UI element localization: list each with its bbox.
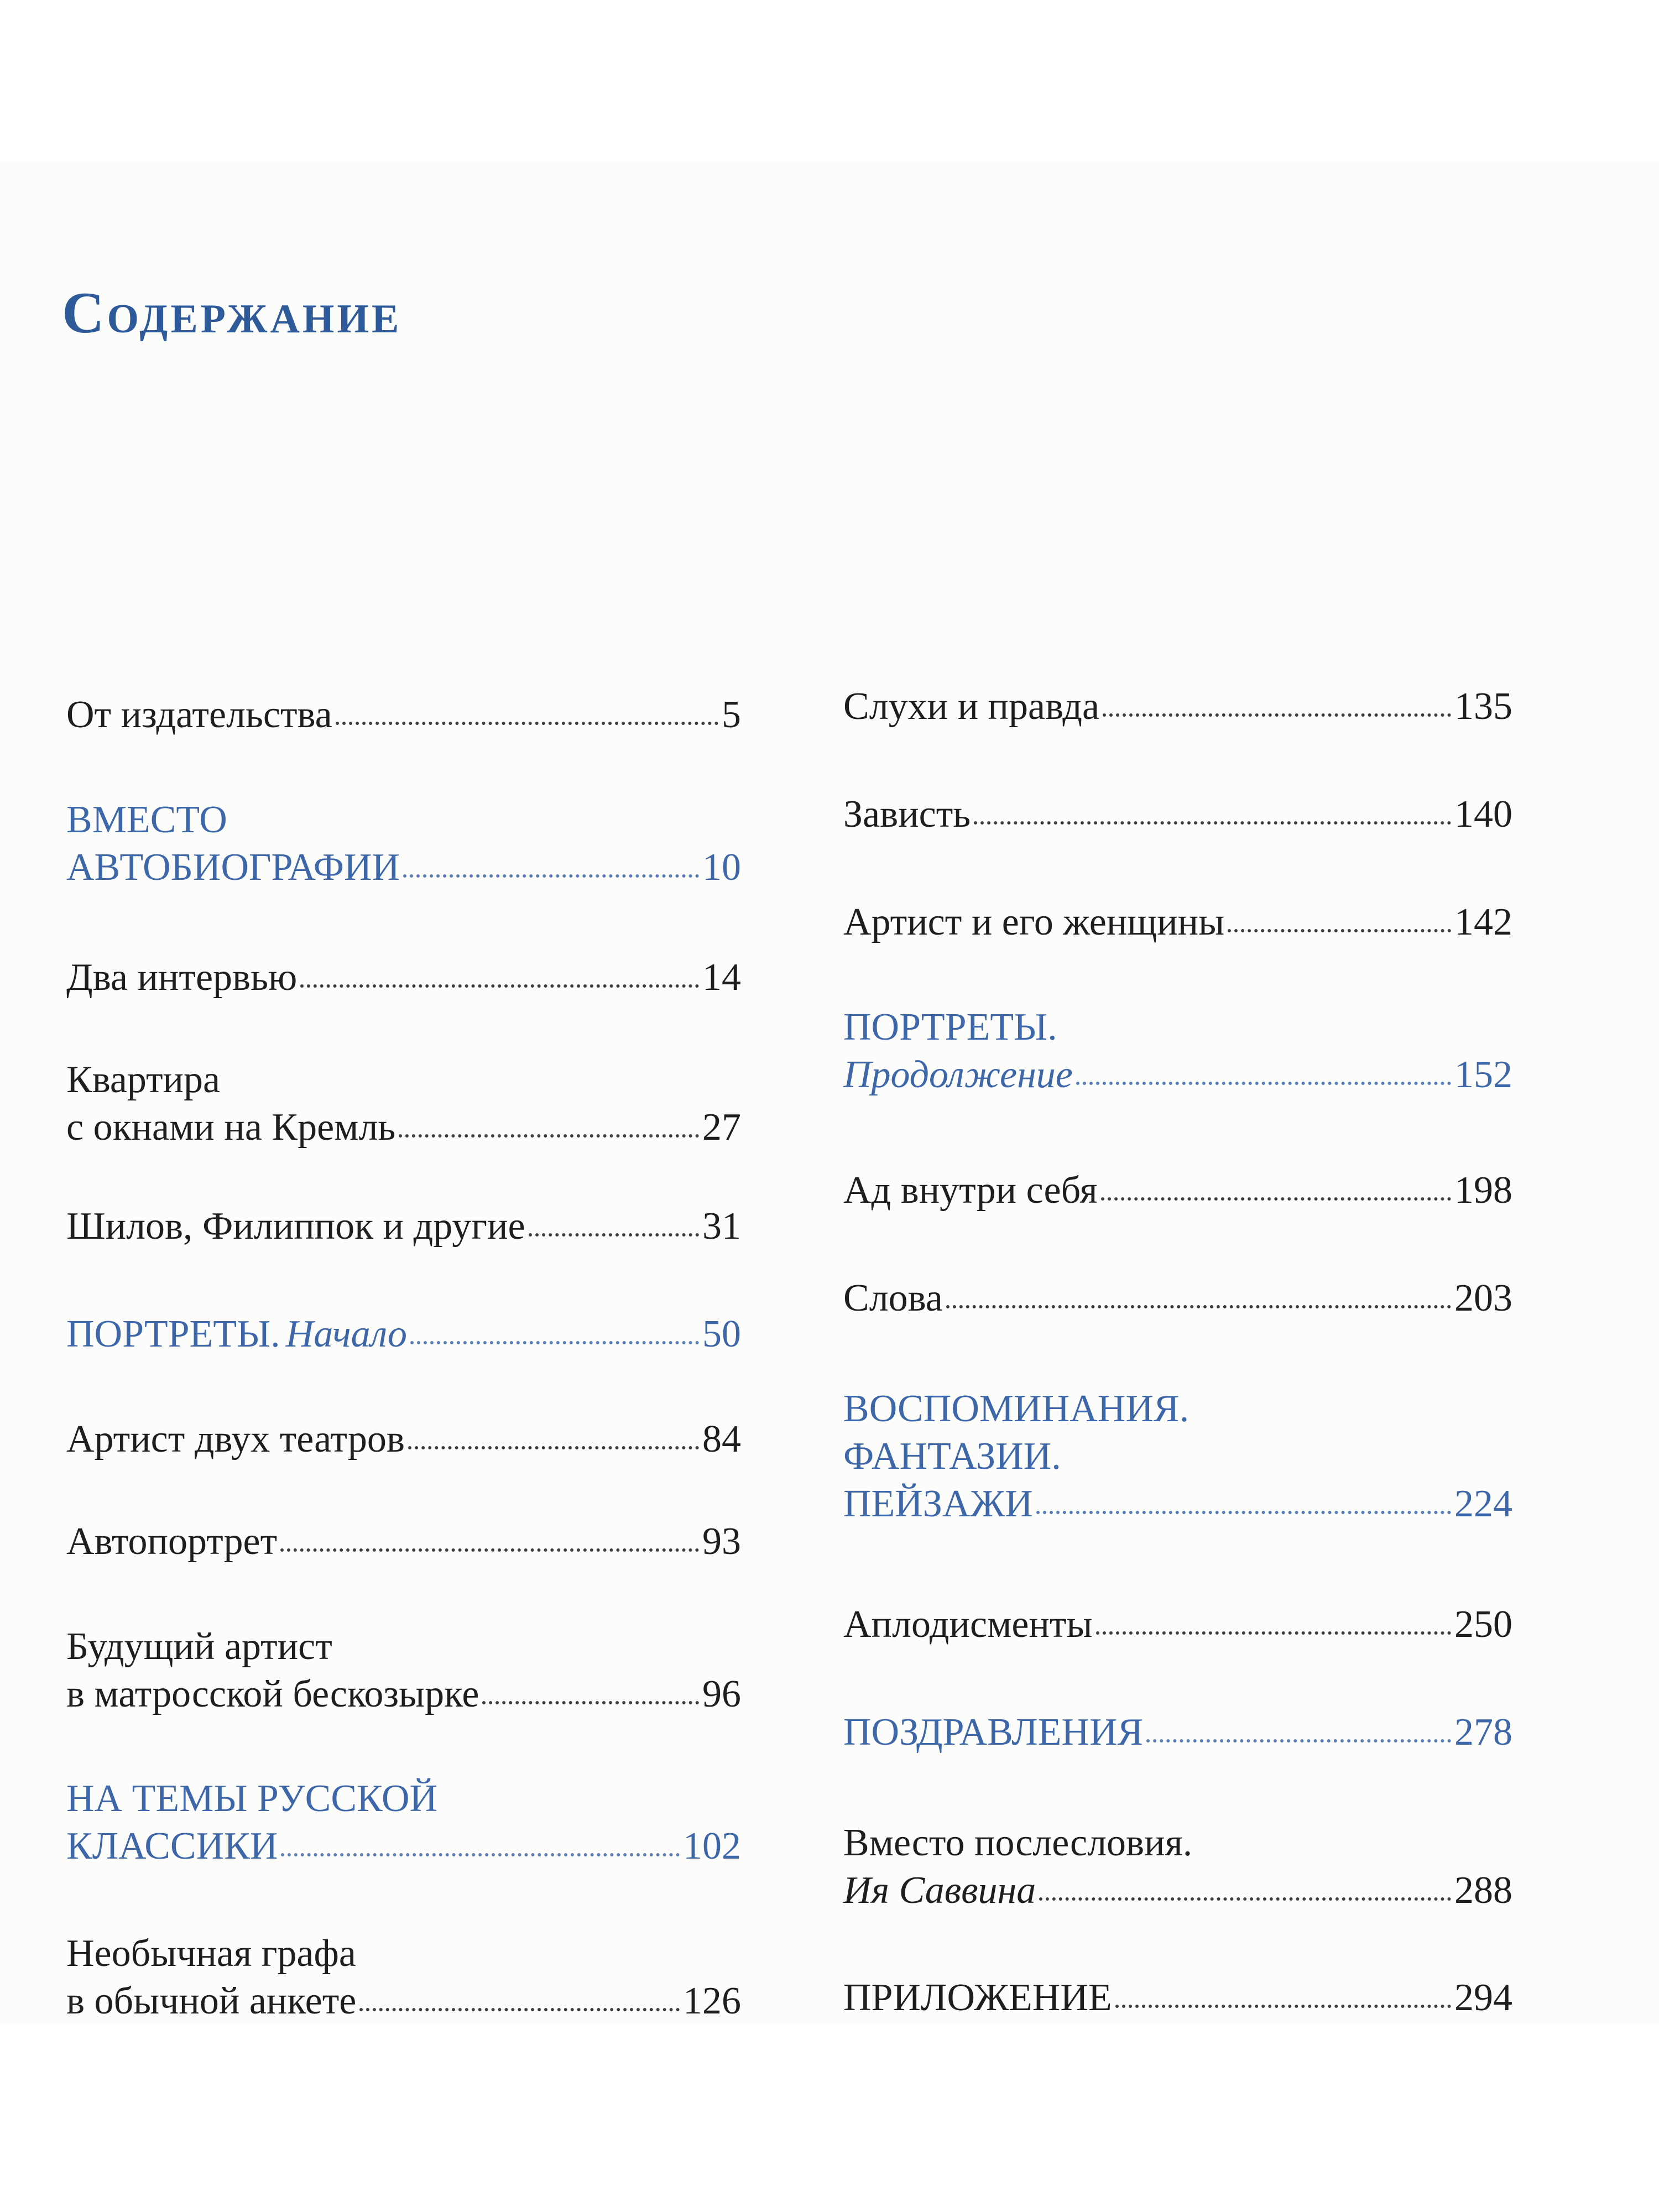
toc-entry-title: Необычная графа	[66, 1932, 356, 1975]
toc-entry-line	[66, 691, 741, 739]
toc-entry-title: НА ТЕМЫ РУССКОЙ	[66, 1777, 438, 1820]
toc-entry-line	[843, 1433, 1512, 1480]
toc-entry[interactable]	[843, 1601, 1512, 1648]
toc-page-number: 102	[683, 1825, 741, 1867]
toc-entry[interactable]	[843, 1709, 1512, 1756]
toc-entry-title: Автопортрет	[66, 1520, 278, 1563]
toc-page-number: 126	[683, 1980, 741, 2022]
toc-entry[interactable]	[66, 1775, 741, 1870]
toc-entry[interactable]	[843, 1974, 1512, 2022]
toc-entry-line	[843, 1867, 1512, 1914]
toc-page-number: 96	[702, 1673, 741, 1715]
toc-entry[interactable]	[66, 1930, 741, 2025]
toc-page-number: 250	[1454, 1603, 1512, 1646]
toc-entry-title: в обычной анкете	[66, 1980, 357, 2022]
dot-leader	[1076, 1081, 1451, 1085]
toc-entry-line	[66, 1104, 741, 1151]
toc-entry-line	[843, 1004, 1512, 1051]
toc-entry-line	[843, 1819, 1512, 1867]
toc-entry[interactable]	[66, 1203, 741, 1250]
toc-entry-line	[66, 1823, 741, 1870]
toc-entry-line	[66, 1623, 741, 1671]
toc-page-number: 27	[702, 1106, 741, 1149]
toc-page-number: 203	[1454, 1277, 1512, 1319]
toc-entry-title: КЛАССИКИ	[66, 1825, 278, 1867]
toc-entry-title: Будущий артист	[66, 1625, 332, 1668]
toc-entry[interactable]	[843, 1275, 1512, 1322]
toc-page-number: 10	[702, 846, 741, 889]
toc-entry-title: Шилов, Филиппок и другие	[66, 1205, 525, 1248]
toc-page-number: 278	[1454, 1711, 1512, 1754]
toc-entry[interactable]	[66, 1311, 741, 1358]
toc-entry-title: Вместо послесловия.	[843, 1822, 1193, 1864]
dot-leader	[1103, 713, 1451, 717]
toc-entry-title: Два интервью	[66, 956, 298, 999]
dot-leader	[408, 1446, 699, 1449]
toc-entry-line	[66, 1416, 741, 1463]
toc-entry-title: Ия Саввина	[843, 1869, 1036, 1912]
toc-entry-line	[66, 1518, 741, 1566]
dot-leader	[300, 984, 699, 988]
toc-entry[interactable]	[66, 1623, 741, 1718]
toc-entry-subtitle: Начало	[285, 1313, 408, 1355]
toc-entry-title: Продолжение	[843, 1053, 1073, 1096]
dot-leader	[1228, 928, 1451, 932]
dot-leader	[1039, 1897, 1451, 1901]
toc-entry-title: в матросской бескозырке	[66, 1673, 479, 1715]
dot-leader	[974, 821, 1451, 825]
dot-leader	[403, 874, 699, 878]
toc-entry[interactable]	[843, 1819, 1512, 1914]
toc-entry[interactable]	[66, 954, 741, 1001]
toc-page-number: 224	[1454, 1483, 1512, 1525]
toc-entry-title: ФАНТАЗИИ.	[843, 1435, 1061, 1478]
toc-entry-title: ПОЗДРАВЛЕНИЯ	[843, 1711, 1144, 1754]
toc-entry-title: Артист двух театров	[66, 1418, 405, 1460]
toc-entry[interactable]	[843, 1385, 1512, 1528]
toc-entry-line	[843, 1974, 1512, 2022]
page-title: Содержание	[62, 280, 402, 345]
toc-entry-title: Слова	[843, 1277, 943, 1319]
toc-entry-line	[843, 683, 1512, 731]
toc-entry-title: Ад внутри себя	[843, 1169, 1098, 1212]
dot-leader	[1036, 1510, 1451, 1514]
toc-entry-line	[66, 954, 741, 1001]
toc-entry-line	[66, 1775, 741, 1823]
toc-entry-title: ПОРТРЕТЫ.	[66, 1313, 280, 1355]
toc-entry-title: ПЕЙЗАЖИ	[843, 1483, 1033, 1525]
toc-entry-line	[66, 1311, 741, 1358]
toc-entry[interactable]	[66, 691, 741, 739]
toc-entry-line	[843, 1385, 1512, 1433]
toc-page-number: 50	[702, 1313, 741, 1355]
toc-page-number: 198	[1454, 1169, 1512, 1212]
dot-leader	[946, 1305, 1451, 1308]
toc-page-number: 140	[1454, 793, 1512, 836]
dot-leader	[280, 1548, 699, 1552]
toc-page-number: 142	[1454, 901, 1512, 943]
toc-page-number: 31	[702, 1205, 741, 1248]
toc-page-number: 135	[1454, 685, 1512, 728]
toc-entry-line	[66, 1203, 741, 1250]
toc-page-number: 14	[702, 956, 741, 999]
toc-entry-line	[843, 1167, 1512, 1214]
toc-entry-line	[66, 1671, 741, 1718]
dot-leader	[410, 1340, 699, 1344]
toc-page-number: 84	[702, 1418, 741, 1460]
dot-leader	[399, 1134, 699, 1138]
toc-page-number: 152	[1454, 1053, 1512, 1096]
toc-entry[interactable]	[843, 683, 1512, 731]
toc-entry[interactable]	[66, 796, 741, 891]
toc-entry[interactable]	[66, 1056, 741, 1151]
toc-page-number: 294	[1454, 1976, 1512, 2019]
toc-entry-title: Зависть	[843, 793, 971, 836]
toc-entry[interactable]	[843, 1167, 1512, 1214]
toc-entry[interactable]	[843, 791, 1512, 838]
toc-entry-line	[66, 796, 741, 844]
toc-entry-line	[843, 1709, 1512, 1756]
dot-leader	[336, 721, 718, 725]
toc-entry-title: Слухи и правда	[843, 685, 1100, 728]
toc-entry-title: ПРИЛОЖЕНИЕ	[843, 1976, 1112, 2019]
toc-page-number: 93	[702, 1520, 741, 1563]
toc-entry-line	[66, 1978, 741, 2025]
dot-leader	[529, 1233, 699, 1237]
toc-entry-title: От издательства	[66, 693, 332, 736]
toc-entry-title: Артист и его женщины	[843, 901, 1225, 943]
toc-page-number: 5	[722, 693, 741, 736]
dot-leader	[482, 1700, 699, 1704]
toc-entry-line	[843, 899, 1512, 946]
toc-entry[interactable]	[843, 1004, 1512, 1099]
toc-entry-line	[66, 1056, 741, 1104]
toc-entry-line	[66, 1930, 741, 1978]
toc-entry-title: АВТОБИОГРАФИИ	[66, 846, 400, 889]
toc-entry-title: Квартира	[66, 1058, 221, 1101]
toc-entry-line	[843, 1275, 1512, 1322]
toc-entry[interactable]	[66, 1518, 741, 1566]
toc-entry-title: ВМЕСТО	[66, 799, 227, 841]
toc-entry-title: ПОРТРЕТЫ.	[843, 1006, 1057, 1048]
dot-leader	[359, 2007, 680, 2011]
dot-leader	[1115, 2004, 1451, 2008]
toc-entry-title: Аплодисменты	[843, 1603, 1093, 1646]
toc-entry-line	[843, 1601, 1512, 1648]
toc-entry-line	[843, 1480, 1512, 1528]
toc-entry-line	[66, 844, 741, 891]
toc-entry-line	[843, 791, 1512, 838]
dot-leader	[281, 1853, 680, 1856]
toc-entry-line	[843, 1051, 1512, 1099]
toc-entry-title: ВОСПОМИНАНИЯ.	[843, 1387, 1190, 1430]
dot-leader	[1146, 1739, 1451, 1743]
dot-leader	[1101, 1197, 1451, 1201]
toc-page-number: 288	[1454, 1869, 1512, 1912]
toc-entry[interactable]	[66, 1416, 741, 1463]
toc-entry[interactable]	[843, 899, 1512, 946]
dot-leader	[1096, 1631, 1451, 1635]
toc-entry-title: с окнами на Кремль	[66, 1106, 396, 1149]
